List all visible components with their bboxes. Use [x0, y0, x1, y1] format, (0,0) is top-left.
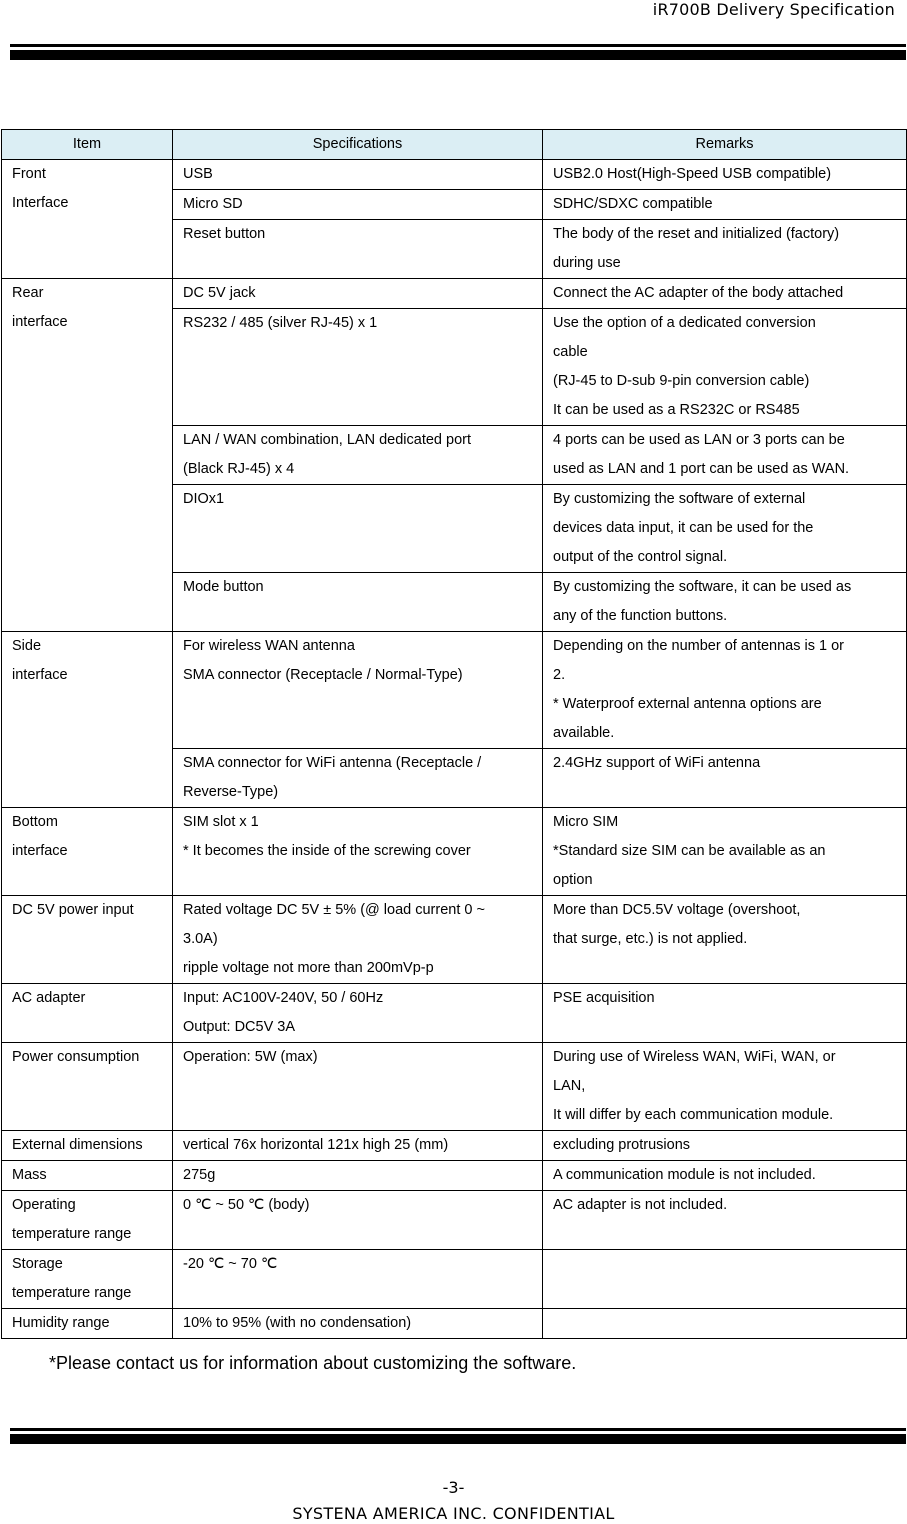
- specification-cell: [173, 279, 543, 309]
- specification-cell: [173, 896, 543, 984]
- specification-cell: [173, 220, 543, 279]
- cell-line: 0 ℃ ~ 50 ℃ (body): [183, 1197, 310, 1213]
- remark-cell: [543, 1309, 907, 1339]
- item-cell: [2, 1309, 173, 1339]
- cell-line: Rear: [12, 285, 44, 301]
- cell-line: AC adapter: [12, 990, 86, 1006]
- specification-cell: [173, 1309, 543, 1339]
- remark-cell: [543, 279, 907, 309]
- cell-line: -20 ℃ ~ 70 ℃: [183, 1256, 278, 1272]
- item-cell: [2, 1043, 173, 1131]
- remark-cell: [543, 309, 907, 426]
- item-cell: [2, 1131, 173, 1161]
- cell-line: Operating: [12, 1197, 76, 1213]
- cell-line: It can be used as a RS232C or RS485: [553, 402, 800, 418]
- header-specifications: Specifications: [173, 130, 543, 160]
- remark-cell: [543, 808, 907, 896]
- cell-line: Humidity range: [12, 1315, 110, 1331]
- item-cell: [2, 896, 173, 984]
- cell-line: The body of the reset and initialized (factory): [553, 226, 840, 242]
- table-row: [2, 1161, 907, 1191]
- cell-line: 4 ports can be used as LAN or 3 ports can be: [553, 432, 845, 448]
- cell-line: Bottom: [12, 814, 58, 830]
- cell-line: Use the option of a dedicated conversion: [553, 315, 816, 331]
- cell-line: Rated voltage DC 5V ± 5% (@ load current 0 ~: [183, 902, 485, 918]
- cell-line: devices data input, it can be used for the: [553, 520, 814, 536]
- specification-cell: [173, 426, 543, 485]
- table-row: [2, 632, 907, 749]
- remark-cell: [543, 1161, 907, 1191]
- specification-cell: [173, 190, 543, 220]
- cell-line: Depending on the number of antennas is 1 or: [553, 638, 845, 654]
- cell-line: Power consumption: [12, 1049, 140, 1065]
- cell-line: It will differ by each communication module.: [553, 1107, 834, 1123]
- remark-cell: [543, 1131, 907, 1161]
- cell-line: LAN / WAN combination, LAN dedicated port: [183, 432, 471, 448]
- remark-cell: [543, 1043, 907, 1131]
- remark-cell: [543, 190, 907, 220]
- table-row: [2, 1191, 907, 1250]
- document-title: iR700B Delivery Specification: [652, 0, 895, 19]
- cell-line: By customizing the software, it can be used as: [553, 579, 852, 595]
- cell-line: DIOx1: [183, 491, 225, 507]
- table-row: [2, 1309, 907, 1339]
- cell-line: DC 5V jack: [183, 285, 256, 301]
- specification-cell: [173, 1161, 543, 1191]
- item-cell: [2, 1250, 173, 1309]
- customization-note: *Please contact us for information about customizing the software.: [49, 1353, 577, 1373]
- cell-line: DC 5V power input: [12, 902, 134, 918]
- cell-line: Mass: [12, 1167, 47, 1183]
- specification-cell: [173, 1043, 543, 1131]
- cell-line: Connect the AC adapter of the body attached: [553, 285, 844, 301]
- cell-line: output of the control signal.: [553, 549, 728, 565]
- table-row: [2, 1131, 907, 1161]
- cell-line: interface: [12, 314, 68, 330]
- cell-line: 2.4GHz support of WiFi antenna: [553, 755, 761, 771]
- cell-line: Front: [12, 166, 46, 182]
- cell-line: *Standard size SIM can be available as an: [553, 843, 826, 859]
- header-item: Item: [2, 130, 173, 160]
- cell-line: option: [553, 872, 593, 888]
- cell-line: temperature range: [12, 1285, 132, 1301]
- specification-cell: [173, 573, 543, 632]
- cell-line: any of the function buttons.: [553, 608, 728, 624]
- remark-cell: [543, 1250, 907, 1309]
- specification-cell: [173, 485, 543, 573]
- item-cell: [2, 984, 173, 1043]
- cell-line: * It becomes the inside of the screwing cover: [183, 843, 471, 859]
- cell-line: SMA connector (Receptacle / Normal-Type): [183, 667, 463, 683]
- remark-cell: [543, 1191, 907, 1250]
- cell-line: Side: [12, 638, 42, 654]
- table-row: [2, 984, 907, 1043]
- cell-line: USB2.0 Host(High-Speed USB compatible): [553, 166, 832, 182]
- cell-line: Reverse-Type): [183, 784, 279, 800]
- cell-line: Interface: [12, 195, 69, 211]
- cell-line: Output: DC5V 3A: [183, 1019, 296, 1035]
- item-cell: [2, 1161, 173, 1191]
- cell-line: Micro SD: [183, 196, 243, 212]
- specification-cell: [173, 309, 543, 426]
- cell-line: temperature range: [12, 1226, 132, 1242]
- cell-line: used as LAN and 1 port can be used as WAN.: [553, 461, 850, 477]
- cell-line: excluding protrusions: [553, 1137, 691, 1153]
- cell-line: (Black RJ-45) x 4: [183, 461, 295, 477]
- specification-cell: [173, 749, 543, 808]
- cell-line: 275g: [183, 1167, 216, 1183]
- item-cell: [2, 160, 173, 279]
- table-header-row: [2, 130, 907, 160]
- remark-cell: [543, 573, 907, 632]
- cell-line: PSE acquisition: [553, 990, 655, 1006]
- table-row: [2, 1250, 907, 1309]
- item-cell: [2, 808, 173, 896]
- specification-cell: [173, 1250, 543, 1309]
- cell-line: that surge, etc.) is not applied.: [553, 931, 748, 947]
- remark-cell: [543, 485, 907, 573]
- cell-line: LAN,: [553, 1078, 586, 1094]
- remark-cell: [543, 220, 907, 279]
- table-row: [2, 808, 907, 896]
- specification-table: [1, 129, 907, 1339]
- cell-line: Operation: 5W (max): [183, 1049, 318, 1065]
- cell-line: vertical 76x horizontal 121x high 25 (mm): [183, 1137, 449, 1153]
- specification-cell: [173, 808, 543, 896]
- header-remarks: Remarks: [543, 130, 907, 160]
- cell-line: SMA connector for WiFi antenna (Receptacle /: [183, 755, 482, 771]
- cell-line: Storage: [12, 1256, 63, 1272]
- item-cell: [2, 1191, 173, 1250]
- cell-line: available.: [553, 725, 615, 741]
- header-rule: [10, 44, 906, 60]
- item-cell: [2, 632, 173, 808]
- cell-line: RS232 / 485 (silver RJ-45) x 1: [183, 315, 378, 331]
- confidential-notice: SYSTENA AMERICA INC. CONFIDENTIAL: [292, 1504, 615, 1523]
- table-row: [2, 160, 907, 190]
- remark-cell: [543, 426, 907, 485]
- cell-line: 10% to 95% (with no condensation): [183, 1315, 412, 1331]
- cell-line: A communication module is not included.: [553, 1167, 816, 1183]
- cell-line: USB: [183, 166, 213, 182]
- specification-cell: [173, 632, 543, 749]
- specification-cell: [173, 984, 543, 1043]
- cell-line: ripple voltage not more than 200mVp-p: [183, 960, 434, 976]
- cell-line: 3.0A): [183, 931, 218, 947]
- cell-line: By customizing the software of external: [553, 491, 806, 507]
- cell-line: During use of Wireless WAN, WiFi, WAN, or: [553, 1049, 836, 1065]
- remark-cell: [543, 984, 907, 1043]
- cell-line: (RJ-45 to D-sub 9-pin conversion cable): [553, 373, 810, 389]
- cell-line: For wireless WAN antenna: [183, 638, 355, 654]
- cell-line: Reset button: [183, 226, 266, 242]
- cell-line: * Waterproof external antenna options are: [553, 696, 822, 712]
- cell-line: during use: [553, 255, 621, 271]
- cell-line: interface: [12, 667, 68, 683]
- footer-rule: [10, 1428, 906, 1444]
- remark-cell: [543, 632, 907, 749]
- cell-line: SDHC/SDXC compatible: [553, 196, 713, 212]
- page-number: -3-: [442, 1478, 465, 1497]
- specification-cell: [173, 160, 543, 190]
- table-row: [2, 279, 907, 309]
- cell-line: 2.: [553, 667, 566, 683]
- table-row: [2, 1043, 907, 1131]
- remark-cell: [543, 896, 907, 984]
- specification-cell: [173, 1131, 543, 1161]
- cell-line: External dimensions: [12, 1137, 143, 1153]
- item-cell: [2, 279, 173, 632]
- cell-line: Mode button: [183, 579, 264, 595]
- cell-line: Input: AC100V-240V, 50 / 60Hz: [183, 990, 384, 1006]
- cell-line: interface: [12, 843, 68, 859]
- cell-line: cable: [553, 344, 588, 360]
- remark-cell: [543, 160, 907, 190]
- specification-cell: [173, 1191, 543, 1250]
- cell-line: SIM slot x 1: [183, 814, 259, 830]
- cell-line: Micro SIM: [553, 814, 619, 830]
- cell-line: AC adapter is not included.: [553, 1197, 728, 1213]
- table-row: [2, 896, 907, 984]
- cell-line: More than DC5.5V voltage (overshoot,: [553, 902, 801, 918]
- remark-cell: [543, 749, 907, 808]
